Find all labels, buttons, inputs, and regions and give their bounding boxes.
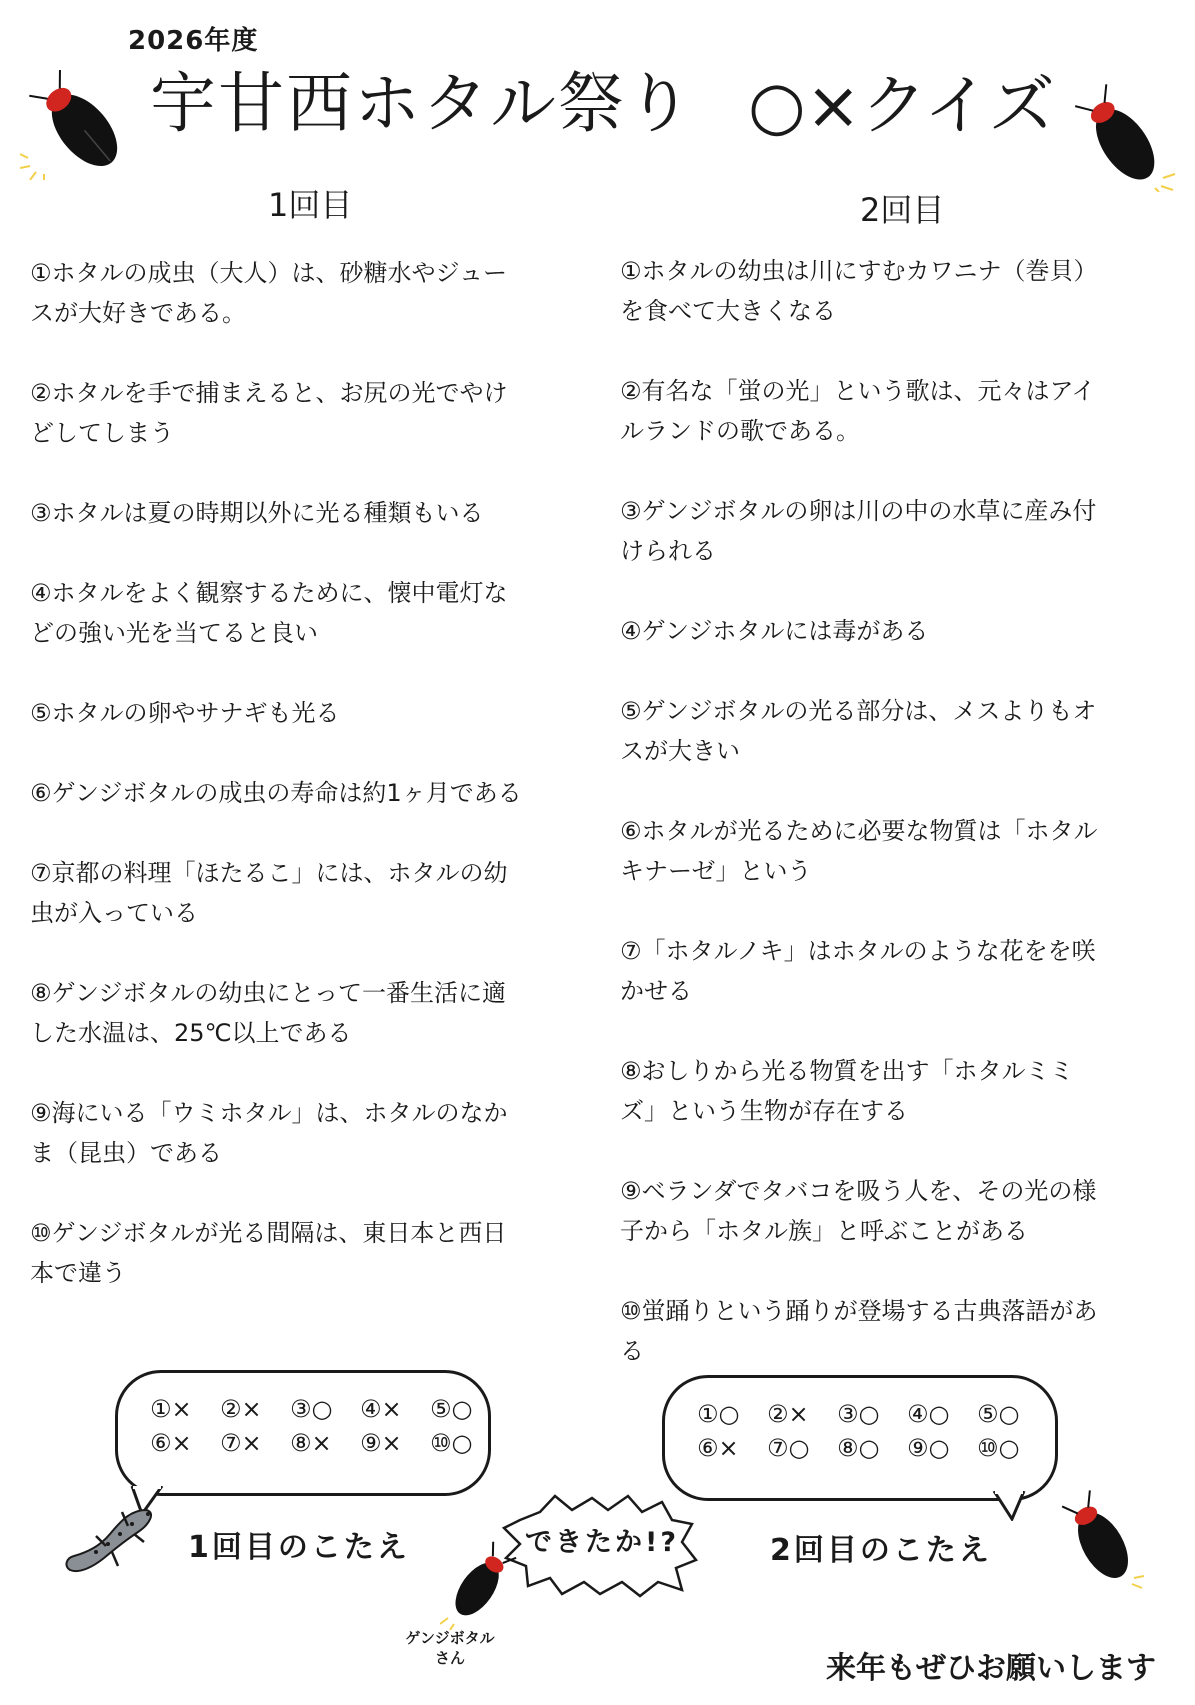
cheer-text: できたか!?: [525, 1527, 679, 1558]
round2-question: ④ゲンジホタルには毒がある: [620, 617, 929, 645]
round1-question: ①ホタルの成虫（大人）は、砂糖水やジュー スが大好きである。: [30, 259, 508, 327]
round1-question: ⑧ゲンジボタルの幼虫にとって一番生活に適 した水温は、25℃以上である: [30, 979, 506, 1047]
answer-item: ①×: [150, 1395, 192, 1423]
quiz-title: ○×クイズ: [748, 67, 1055, 144]
round2-question: ⑩蛍踊りという踊りが登場する古典落語があ る: [620, 1297, 1098, 1365]
answer-item: ⑨×: [360, 1429, 402, 1457]
round1-question: ⑩ゲンジボタルが光る間隔は、東日本と西日 本で違う: [30, 1219, 507, 1287]
round2-answer-caption: 2回目のこたえ: [770, 1533, 992, 1568]
answer-item: ⑤○: [430, 1395, 473, 1423]
mascot-name-line1: ゲンジボタル: [405, 1629, 495, 1647]
round1-answer-caption: 1回目のこたえ: [188, 1530, 410, 1565]
round1-title: 1回目: [268, 186, 353, 224]
round1-question: ⑦京都の料理「ほたるこ」には、ホタルの幼 虫が入っている: [30, 859, 508, 927]
closing-message: 来年もぜひお願いします: [826, 1651, 1156, 1686]
answer-item: ⑩○: [977, 1434, 1020, 1462]
round2-question: ⑦「ホタルノキ」はホタルのような花をを咲 かせる: [620, 937, 1096, 1005]
salamander-icon: [60, 1500, 160, 1585]
round1-question: ②ホタルを手で捕まえると、お尻の光でやけ どしてしまう: [30, 379, 508, 447]
answer-item: ③○: [837, 1400, 880, 1428]
round2-question: ⑨ベランダでタバコを吸う人を、その光の様 子から「ホタル族」と呼ぶことがある: [620, 1177, 1097, 1245]
round2-title: 2回目: [860, 191, 945, 229]
bubble-tail: [990, 1491, 1030, 1521]
round2-question: ①ホタルの幼虫は川にすむカワニナ（巻貝） を食べて大きくなる: [620, 257, 1098, 325]
firefly-icon: [20, 70, 140, 180]
answer-item: ⑧×: [290, 1429, 332, 1457]
round1-question: ④ホタルをよく観察するために、懐中電灯な どの強い光を当てると良い: [30, 579, 508, 647]
answer-item: ⑥×: [150, 1429, 192, 1457]
answer-item: ②×: [767, 1400, 809, 1428]
answer-item: ⑦○: [767, 1434, 810, 1462]
answer-item: ⑩○: [430, 1429, 473, 1457]
answer-item: ⑧○: [837, 1434, 880, 1462]
round1-question: ③ホタルは夏の時期以外に光る種類もいる: [30, 499, 484, 527]
answer-item: ⑨○: [907, 1434, 950, 1462]
round2-question: ⑥ホタルが光るために必要な物質は「ホタル キナーゼ」という: [620, 817, 1098, 885]
round1-question: ⑥ゲンジボタルの成虫の寿命は約1ヶ月である: [30, 779, 522, 807]
answer-item: ④○: [907, 1400, 950, 1428]
answer-item: ②×: [220, 1395, 262, 1423]
answer-item: ①○: [697, 1400, 740, 1428]
page-title: 宇甘西ホタル祭り: [150, 65, 694, 142]
round1-question: ⑤ホタルの卵やサナギも光る: [30, 699, 340, 727]
answer-grid-round1: [150, 1395, 494, 1457]
firefly-icon: [1065, 82, 1180, 192]
answer-grid-round2: [697, 1400, 1041, 1462]
round2-question: ⑤ゲンジボタルの光る部分は、メスよりもオ スが大きい: [620, 697, 1097, 765]
round2-question: ②有名な「蛍の光」という歌は、元々はアイ ルランドの歌である。: [620, 377, 1096, 445]
round1-question: ⑨海にいる「ウミホタル」は、ホタルのなか ま（昆虫）である: [30, 1099, 508, 1167]
answer-item: ③○: [290, 1395, 333, 1423]
firefly-icon: [1050, 1490, 1150, 1590]
answer-bubble-round1: [115, 1370, 491, 1496]
answer-item: ⑤○: [977, 1400, 1020, 1428]
answer-item: ⑥×: [697, 1434, 739, 1462]
round2-question: ⑧おしりから光る物質を出す「ホタルミミ ズ」という生物が存在する: [620, 1057, 1074, 1125]
mascot-name: [400, 1628, 500, 1668]
answer-bubble-round2: [662, 1375, 1058, 1501]
answer-item: ④×: [360, 1395, 402, 1423]
answer-item: ⑦×: [220, 1429, 262, 1457]
year-label: 2026年度: [128, 26, 259, 56]
firefly-mascot-icon: [440, 1540, 520, 1630]
mascot-name-line2: さん: [434, 1649, 465, 1667]
round2-question: ③ゲンジボタルの卵は川の中の水草に産み付 けられる: [620, 497, 1097, 565]
